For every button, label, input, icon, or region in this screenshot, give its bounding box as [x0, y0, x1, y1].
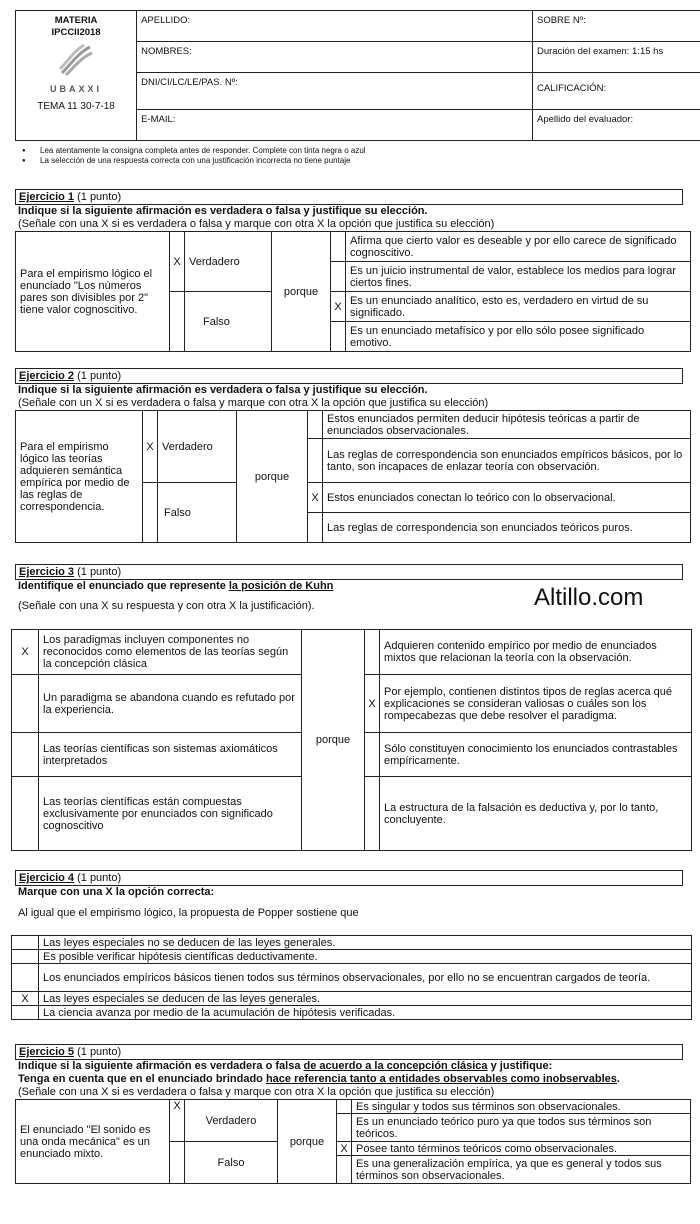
- exercise-2-table: [15, 410, 691, 543]
- true-checkbox[interactable]: X: [143, 411, 158, 483]
- exercise-5-title: Ejercicio 5 (1 punto): [15, 1044, 683, 1060]
- exercise-4-sub: Al igual que el empirismo lógico, la propuesta de Popper sostiene que: [18, 907, 359, 919]
- exercise-4-table: [11, 935, 692, 1020]
- option-text: Es un juicio instrumental de valor, establece los medios para lograr ciertos fines.: [346, 262, 691, 292]
- option-text: Afirma que cierto valor es deseable y por ello carece de significado cognoscitivo.: [346, 232, 691, 262]
- porque-label: porque: [272, 232, 331, 352]
- option-checkbox[interactable]: X: [337, 1142, 352, 1156]
- option-checkbox[interactable]: [12, 936, 39, 950]
- exercise-3-title: Ejercicio 3 (1 punto): [15, 564, 683, 580]
- nombres-field[interactable]: NOMBRES:: [137, 42, 533, 73]
- option-checkbox[interactable]: [12, 777, 39, 851]
- brand-watermark: Altillo.com: [534, 584, 644, 611]
- duracion-label: Duración del examen: 1:15 hs: [532, 42, 700, 73]
- exercise-2-sub: (Señale con un X si es verdadera o falsa y marque con otra X la opción que justifica su elección): [18, 397, 489, 409]
- true-label: Verdadero: [185, 232, 272, 292]
- exercise-3-question: Identifique el enunciado que represente la posición de Kuhn: [18, 580, 334, 592]
- option-checkbox[interactable]: [12, 733, 39, 777]
- option-text: Por ejemplo, contienen distintos tipos de reglas acerca qué explicaciones se consideran valiosas o cuáles son los rompecabezas que debe resolver el paradigma.: [380, 675, 692, 733]
- true-label: Verdadero: [158, 411, 237, 483]
- exam-header: [15, 10, 700, 141]
- option-text: Estos enunciados conectan lo teórico con lo observacional.: [323, 483, 691, 513]
- exercise-1-sub: (Señale con una X si es verdadera o falsa y marque con otra X la opción que justifica su elección): [18, 218, 495, 230]
- tema: TEMA 11 30-7-18: [37, 101, 115, 112]
- option-text: Sólo constituyen conocimiento los enunciados contrastables empíricamente.: [380, 733, 692, 777]
- exercise-2-statement: Para el empirismo lógico las teorías adquieren semántica empírica por medio de las reglas de correspondencia.: [16, 411, 143, 543]
- option-text: Las reglas de correspondencia son enunciados teóricos puros.: [323, 513, 691, 543]
- false-checkbox[interactable]: [143, 483, 158, 543]
- option-text: Es posible verificar hipótesis científicas deductivamente.: [39, 950, 692, 964]
- sobre-field[interactable]: SOBRE Nº:: [532, 11, 700, 42]
- exercise-4-question: Marque con una X la opción correcta:: [18, 886, 215, 898]
- option-text: Los enunciados empíricos básicos tienen todos sus términos observacionales, por ello no se encuentran cargados de teoría.: [39, 964, 692, 992]
- option-checkbox[interactable]: X: [308, 483, 323, 513]
- option-checkbox[interactable]: X: [12, 992, 39, 1006]
- logo-text: UBAXXI: [50, 84, 103, 94]
- option-text: Adquieren contenido empírico por medio de enunciados mixtos que relacionan la teoría con la observación.: [380, 630, 692, 675]
- option-checkbox[interactable]: [12, 964, 39, 992]
- email-field[interactable]: E-MAIL:: [137, 110, 533, 141]
- option-text: Es singular y todos sus términos son observacionales.: [352, 1100, 691, 1114]
- calificacion-field[interactable]: CALIFICACIÓN:: [532, 73, 700, 110]
- true-label: Verdadero: [185, 1100, 278, 1142]
- false-checkbox[interactable]: [170, 292, 185, 352]
- option-checkbox[interactable]: [308, 513, 323, 543]
- exercise-3-table: [11, 629, 692, 851]
- exercise-1: [15, 189, 683, 352]
- option-checkbox[interactable]: [331, 262, 346, 292]
- porque-label: porque: [278, 1100, 337, 1184]
- option-text: Es una generalización empírica, ya que es general y todos sus términos son observacionales.: [352, 1156, 691, 1184]
- dni-field[interactable]: DNI/CI/LC/LE/PAS. Nº:: [137, 73, 533, 110]
- option-text: La estructura de la falsación es deductiva y, por lo tanto, concluyente.: [380, 777, 692, 851]
- option-checkbox[interactable]: [365, 733, 380, 777]
- option-text: Posee tanto términos teóricos como observacionales.: [352, 1142, 691, 1156]
- exercise-5: [15, 1044, 683, 1184]
- exercise-2: [15, 368, 683, 543]
- exercise-5-statement: El enunciado "El sonido es una onda mecánica" es un enunciado mixto.: [16, 1100, 170, 1184]
- porque-label: porque: [237, 411, 308, 543]
- exercise-1-question: Indique si la siguiente afirmación es verdadera o falsa y justifique su elección.: [18, 205, 428, 217]
- exercise-5-question-1: Indique si la siguiente afirmación es verdadera o falsa de acuerdo a la concepción clásica y justifique:: [18, 1060, 553, 1072]
- option-checkbox[interactable]: [337, 1156, 352, 1184]
- option-checkbox[interactable]: [365, 777, 380, 851]
- option-text: Las reglas de correspondencia son enunciados empíricos básicos, por lo tanto, son incapaces de enlazar teoría con observación.: [323, 439, 691, 483]
- option-text: Las teorías científicas están compuestas exclusivamente por enunciados con significado cognoscitivo: [39, 777, 302, 851]
- exercise-1-table: [15, 231, 691, 352]
- exercise-4-title: Ejercicio 4 (1 punto): [15, 870, 683, 886]
- exercise-3-sub: (Señale con una X su respuesta y con otra X la justificación).: [18, 600, 315, 612]
- option-text: Es un enunciado teórico puro ya que todos sus términos son teóricos.: [352, 1114, 691, 1142]
- true-checkbox[interactable]: X: [170, 1100, 185, 1142]
- false-label: Falso: [185, 1142, 278, 1184]
- apellido-field[interactable]: APELLIDO:: [137, 11, 533, 42]
- option-checkbox[interactable]: [308, 439, 323, 483]
- exercise-2-question: Indique si la siguiente afirmación es verdadera o falsa y justifique su elección.: [18, 384, 428, 396]
- option-checkbox[interactable]: X: [365, 675, 380, 733]
- option-text: Es un enunciado analítico, esto es, verdadero en virtud de su significado.: [346, 292, 691, 322]
- exercise-5-sub: (Señale con una X si es verdadera o falsa y marque con otra X la opción que justifica su elección): [18, 1086, 495, 1098]
- option-checkbox[interactable]: [331, 232, 346, 262]
- evaluador-field[interactable]: Apellido del evaluador:: [532, 110, 700, 141]
- option-text: Las teorías científicas son sistemas axiomáticos interpretados: [39, 733, 302, 777]
- exercise-1-title: Ejercicio 1 (1 punto): [15, 189, 683, 205]
- option-text: Un paradigma se abandona cuando es refutado por la experiencia.: [39, 675, 302, 733]
- option-text: La ciencia avanza por medio de la acumulación de hipótesis verificadas.: [39, 1006, 692, 1020]
- exercise-2-title: Ejercicio 2 (1 punto): [15, 368, 683, 384]
- false-checkbox[interactable]: [170, 1142, 185, 1184]
- instruction-item: ● La selección de una respuesta correcta con una justificación incorrecta no tiene puntaje: [40, 156, 366, 166]
- option-text: Estos enunciados permiten deducir hipótesis teóricas a partir de enunciados observacionales.: [323, 411, 691, 439]
- option-text: Las leyes especiales se deducen de las leyes generales.: [39, 992, 692, 1006]
- option-checkbox[interactable]: [331, 322, 346, 352]
- option-checkbox[interactable]: [12, 950, 39, 964]
- exercise-5-table: [15, 1099, 691, 1184]
- materia-block: [16, 11, 137, 141]
- materia-label: MATERIA: [54, 15, 98, 26]
- option-checkbox[interactable]: [365, 630, 380, 675]
- option-checkbox[interactable]: X: [12, 630, 39, 675]
- option-checkbox[interactable]: [308, 411, 323, 439]
- option-text: Las leyes especiales no se deducen de las leyes generales.: [39, 936, 692, 950]
- instruction-item: ● Lea atentamente la consigna completa antes de responder. Complete con tinta negra o azul: [40, 146, 366, 156]
- false-label: Falso: [185, 292, 272, 352]
- uba-logo-icon: [56, 43, 96, 79]
- option-checkbox[interactable]: [12, 1006, 39, 1020]
- exercise-5-question-2: Tenga en cuenta que en el enunciado brindado hace referencia tanto a entidades observables como inobservables.: [18, 1073, 620, 1085]
- instructions: [40, 146, 366, 166]
- option-text: Los paradigmas incluyen componentes no reconocidos como elementos de las teorías según la concepción clásica: [39, 630, 302, 675]
- true-checkbox[interactable]: X: [170, 232, 185, 292]
- exercise-1-statement: Para el empirismo lógico el enunciado "Los números pares son divisibles por 2" tiene valor cognoscitivo.: [16, 232, 170, 352]
- porque-label: porque: [302, 630, 365, 851]
- false-label: Falso: [158, 483, 237, 543]
- exercise-4: [15, 870, 683, 920]
- option-checkbox[interactable]: [337, 1100, 352, 1114]
- materia-code: IPCCII2018: [51, 27, 101, 38]
- option-text: Es un enunciado metafísico y por ello sólo posee significado emotivo.: [346, 322, 691, 352]
- option-checkbox[interactable]: [12, 675, 39, 733]
- option-checkbox[interactable]: X: [331, 292, 346, 322]
- option-checkbox[interactable]: [337, 1114, 352, 1142]
